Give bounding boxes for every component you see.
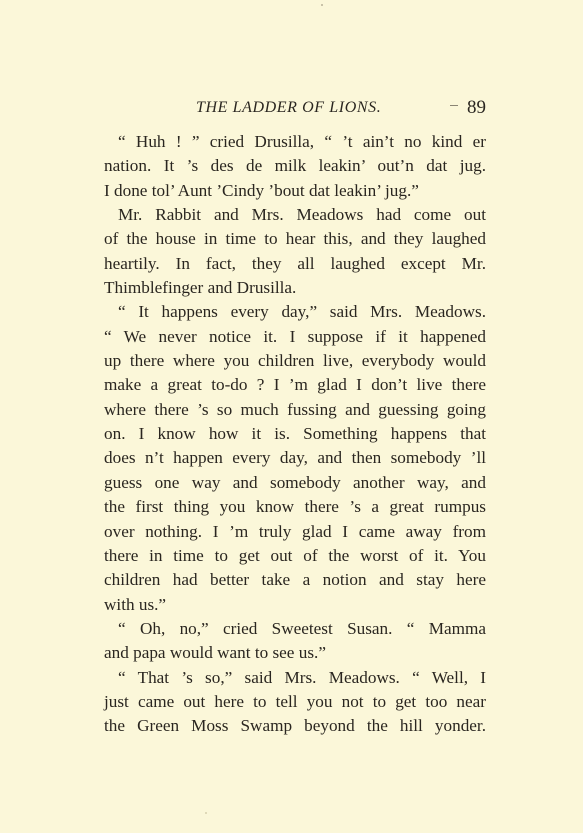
text-line: heartily. In fact, they all laughed except Mr. <box>104 253 486 273</box>
text-line: guess one way and somebody another way, and <box>104 472 486 492</box>
text-line: over nothing. I ’m truly glad I came away from <box>104 521 486 541</box>
page-number-wrapper <box>450 97 486 119</box>
text-line: there in time to get out of the worst of it. You <box>104 545 486 565</box>
page-number-dash <box>450 105 458 106</box>
text-line: does n’t happen every day, and then somebody ’ll <box>104 448 486 468</box>
text-line: nation. It ’s des de milk leakin’ out’n dat jug. <box>104 156 486 176</box>
text-line: make a great to-do ? I ’m glad I don’t live there <box>104 375 486 395</box>
text-line: Thimblefinger and Drusilla. <box>104 278 297 298</box>
text-line: children had better take a notion and stay here <box>104 570 486 590</box>
text-line: and papa would want to see us.” <box>104 643 326 663</box>
paragraph-first-line: “ Huh ! ” cried Drusilla, “ ’t ain’t no kind er <box>118 132 486 151</box>
text-line: “ We never notice it. I suppose if it happened <box>104 326 486 346</box>
text-line: just came out here to tell you not to get too near <box>104 691 486 711</box>
text-line: I done tol’ Aunt ’Cindy ’bout dat leakin’ jug.” <box>104 180 419 200</box>
paper-speck <box>205 812 207 814</box>
running-title: THE LADDER OF LIONS. <box>196 99 382 116</box>
running-head <box>104 99 486 121</box>
paragraph-first-line: “ Oh, no,” cried Sweetest Susan. “ Mamma <box>118 618 486 638</box>
paragraph-first-line: “ That ’s so,” said Mrs. Meadows. “ Well, I <box>118 667 486 687</box>
text-line: of the house in time to hear this, and they laughed <box>104 229 486 249</box>
text-line: the Green Moss Swamp beyond the hill yonder. <box>104 716 486 736</box>
paragraph-first-line: “ It happens every day,” said Mrs. Meadows. <box>118 302 486 322</box>
print-mark <box>321 4 323 6</box>
page-number: 89 <box>467 97 486 118</box>
text-line: with us.” <box>104 594 167 614</box>
body-text <box>104 130 486 739</box>
paragraph-first-line: Mr. Rabbit and Mrs. Meadows had come out <box>118 205 486 225</box>
text-line: on. I know how it is. Something happens that <box>104 424 486 444</box>
text-line: where there ’s so much fussing and guessing going <box>104 399 486 419</box>
text-line: up there where you children live, everybody would <box>104 351 486 371</box>
text-line: the first thing you know there ’s a great rumpus <box>104 497 486 517</box>
